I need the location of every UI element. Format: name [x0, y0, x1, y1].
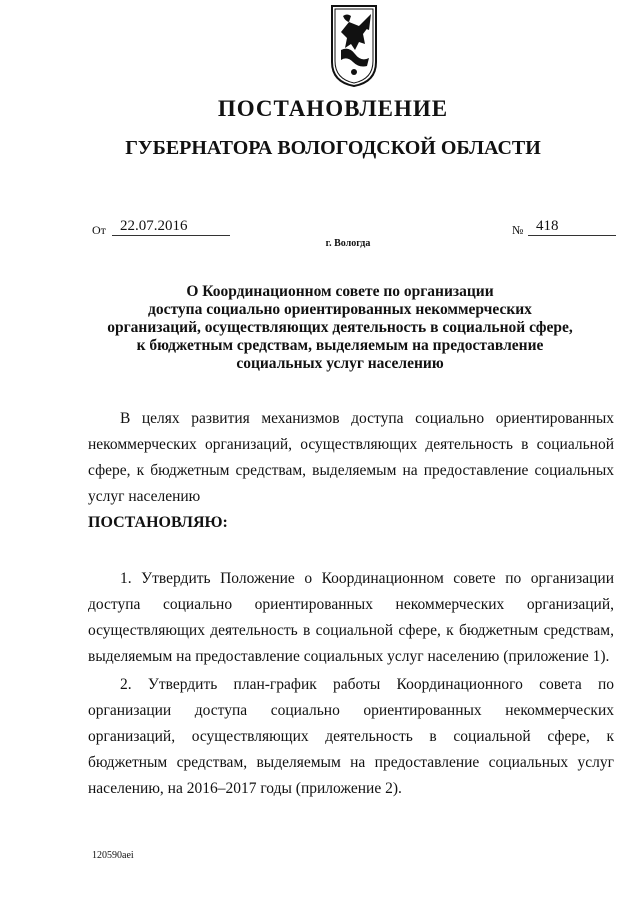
subject-line: доступа социально ориентированных некоммерческих	[148, 301, 532, 318]
date-prefix: От	[92, 223, 106, 237]
intro-paragraph	[88, 406, 614, 510]
subject-line: О Координационном совете по организации	[186, 283, 494, 300]
document-subtitle: ГУБЕРНАТОРА ВОЛОГОДСКОЙ ОБЛАСТИ	[125, 137, 541, 159]
document-date: 22.07.2016	[112, 218, 230, 236]
city-label: г. Вологда	[325, 238, 371, 249]
document-title: ПОСТАНОВЛЕНИЕ	[217, 96, 449, 121]
subject-line: социальных услуг населению	[236, 355, 444, 372]
subject-line: организаций, осуществляющих деятельность в социальной сфере,	[107, 319, 573, 336]
document-subject	[100, 283, 580, 373]
item-paragraph-1	[88, 566, 614, 670]
document-number: 418	[528, 218, 616, 236]
document-id: 120590aei	[92, 850, 134, 861]
item-2-text: 2. Утвердить план-график работы Координационного совета по организации доступа социально ориентированных некоммерческих организаций, осуществляющих деятельность в социальной сфере, к бюджетным средствам, выделяемым на предоставление социальных услуг населению, на 2016–2017 годы (приложение 2).	[88, 676, 614, 797]
intro-text: В целях развития механизмов доступа социально ориентированных некоммерческих организаций, осуществляющих деятельность в социальной сфере, к бюджетным средствам, выделяемым на предоставление социальных услуг населению	[88, 410, 614, 505]
decree-heading: ПОСТАНОВЛЯЮ:	[88, 514, 228, 531]
subject-line: к бюджетным средствам, выделяемым на предоставление	[136, 337, 544, 354]
item-1-text: 1. Утвердить Положение о Координационном совете по организации доступа социально ориентированных некоммерческих организаций, осуществляющих деятельность в социальной сфере, к бюджетным средствам, выделяемым на предоставление социальных услуг населению (приложение 1).	[88, 570, 614, 665]
item-paragraph-2	[88, 672, 614, 802]
number-prefix: №	[512, 223, 524, 237]
coat-of-arms-icon	[329, 4, 379, 88]
